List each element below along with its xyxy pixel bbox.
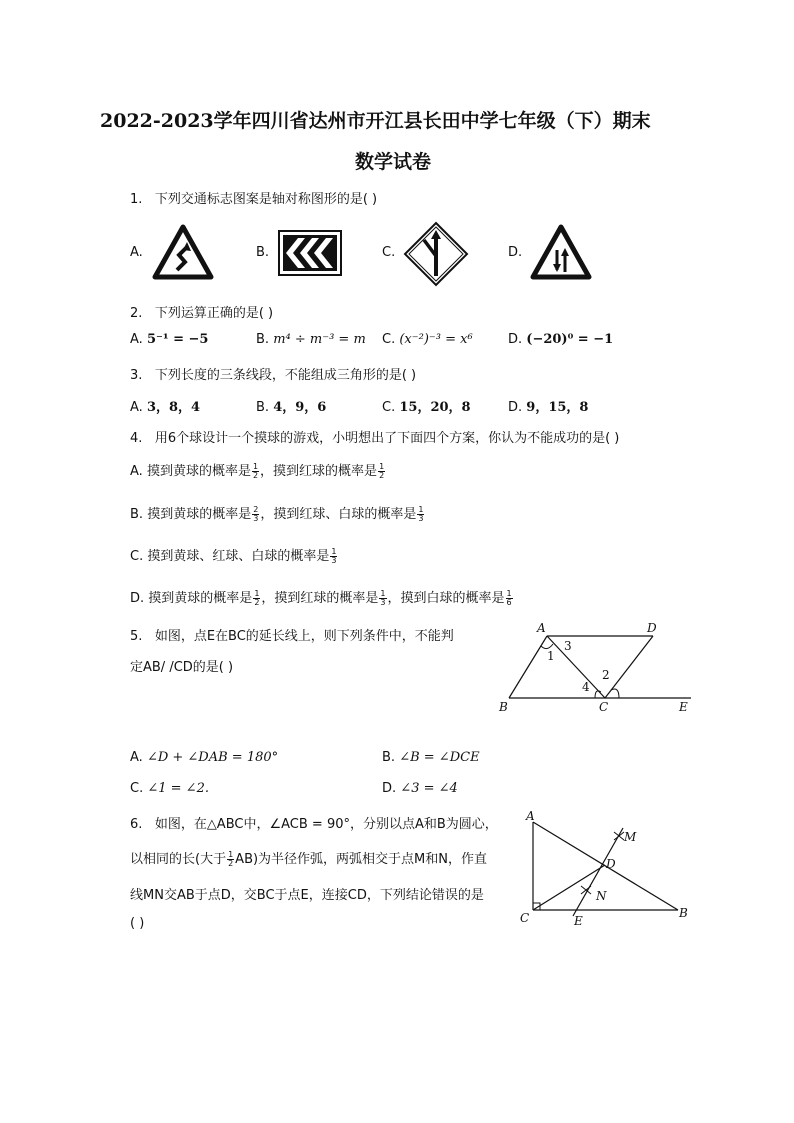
fraction-numerator: 1 (418, 505, 424, 514)
point-label-C: C (599, 700, 609, 714)
fraction-numerator: 1 (331, 547, 337, 556)
fraction-numerator: 2 (253, 505, 259, 514)
q5-option-b-expr: ∠B = ∠DCE (399, 750, 480, 765)
q3-option-d-value: 9，15，8 (526, 400, 589, 415)
fraction-denominator: 2 (228, 859, 234, 868)
line-AB (509, 636, 547, 698)
zigzag-road-sign-icon (152, 224, 214, 280)
fraction-numerator: 1 (380, 589, 386, 598)
q4-option-a (130, 460, 386, 480)
fraction-denominator: 2 (254, 598, 260, 607)
q5-option-d (382, 781, 458, 796)
q3-option-d (508, 396, 588, 415)
point-label-A: A (526, 809, 535, 823)
q5-option-a (130, 750, 278, 765)
point-label-M: M (624, 830, 637, 844)
fraction (379, 590, 386, 607)
page-title: 2022-2023学年四川省达州市开江县长田中学七年级（下）期末 (100, 110, 651, 132)
fraction-denominator: 3 (253, 514, 259, 523)
angle-label-2: 2 (602, 668, 610, 682)
q5-option-a-label: A. (130, 750, 143, 765)
q1-option-b-label: B. (256, 245, 270, 260)
q4-option-b (130, 503, 425, 523)
q4-option-c (130, 545, 338, 565)
q3-option-b (256, 396, 326, 415)
q1-number: 1. (130, 192, 143, 207)
q4-option-d-text2: ，摸到红球的概率是 (261, 591, 379, 606)
fraction (506, 590, 513, 607)
point-label-A: A (537, 621, 546, 635)
angle-label-1: 1 (547, 649, 555, 663)
merge-sign-icon (404, 222, 468, 286)
q3-option-c (382, 396, 471, 415)
fraction (253, 590, 260, 607)
q2-option-b-label: B. (256, 332, 270, 347)
q3-option-c-label: C. (382, 400, 396, 415)
fraction-denominator: 2 (252, 471, 259, 480)
angle-label-3: 3 (564, 639, 572, 653)
fraction-denominator: 3 (380, 598, 386, 607)
line-CD (533, 865, 605, 910)
q4-option-a-text1: 摸到黄球的概率是 (146, 464, 251, 479)
q2-option-c (382, 332, 473, 347)
line-AC (547, 636, 605, 698)
q1-stem (130, 188, 377, 207)
q5-option-d-label: D. (382, 781, 397, 796)
q2-stem (130, 302, 273, 321)
q4-option-a-text2: ，摸到红球的概率是 (260, 464, 378, 479)
fraction (330, 548, 337, 565)
q6-number: 6. (130, 817, 143, 832)
q6-text-line4: ( ) (130, 916, 145, 931)
q3-option-d-label: D. (508, 400, 523, 415)
fraction-numerator: 1 (254, 589, 260, 598)
q2-option-c-label: C. (382, 332, 396, 347)
q2-text: 下列运算正确的是( ) (154, 306, 274, 321)
q2-option-d (508, 332, 613, 347)
q3-option-c-value: 15，20，8 (399, 400, 471, 415)
q2-option-a (130, 332, 208, 347)
q1-option-a-label: A. (130, 245, 143, 260)
fraction (417, 506, 424, 523)
q5-number: 5. (130, 629, 143, 644)
q3-option-a-value: 3，8，4 (146, 400, 201, 415)
angle-arc-4 (595, 691, 601, 698)
q4-option-b-text2: ，摸到红球、白球的概率是 (260, 507, 417, 522)
q6-text-line3: 线MN交AB于点D，交BC于点E，连接CD，下列结论错误的是 (130, 888, 484, 903)
q4-number: 4. (130, 431, 143, 446)
q5-option-b (382, 750, 480, 765)
q2-option-b-expr: m⁴ ÷ m⁻³ = m (273, 332, 366, 347)
fraction-numerator: 1 (252, 462, 259, 471)
q3-option-b-value: 4，9，6 (273, 400, 327, 415)
angle-label-4: 4 (582, 680, 590, 694)
q6-text-line1: 如图，在△ABC中，∠ACB = 90°，分别以点A和B为圆心， (154, 817, 498, 832)
q6-text-line2 (130, 848, 487, 868)
q5-text-line1: 如图，点E在BC的延长线上，则下列条件中，不能判 (154, 629, 454, 644)
q4-option-d-text3: ，摸到白球的概率是 (387, 591, 505, 606)
point-label-E: E (679, 700, 688, 714)
fraction-denominator: 6 (506, 598, 512, 607)
q3-option-a (130, 396, 200, 415)
q4-stem (130, 427, 619, 446)
fraction-numerator: 1 (228, 850, 234, 859)
q3-option-a-label: A. (130, 400, 143, 415)
point-label-D: D (647, 621, 657, 635)
chevron-left-sign-icon (278, 230, 342, 276)
arc-mark-M (614, 832, 624, 840)
fraction (252, 463, 259, 480)
q6-line2-part2: AB)为半径作弧，两弧相交于点M和N，作直 (235, 852, 487, 867)
q5-option-c-expr: ∠1 = ∠2. (147, 781, 209, 796)
q2-option-a-expr: 5⁻¹ = −5 (146, 332, 209, 347)
line-DC (605, 636, 653, 698)
q5-parallelogram-figure (495, 620, 695, 715)
fraction-numerator: 1 (379, 462, 385, 471)
point-label-E: E (574, 914, 583, 928)
q5-option-b-label: B. (382, 750, 396, 765)
q5-option-c-label: C. (130, 781, 144, 796)
point-label-C: C (520, 911, 530, 925)
q4-option-b-label: B. (130, 507, 144, 522)
q5-stem-line1 (130, 625, 454, 644)
q5-option-a-expr: ∠D + ∠DAB = 180° (146, 750, 279, 765)
q2-number: 2. (130, 306, 143, 321)
q5-text-line2: 定AB/ /CD的是( ) (130, 660, 234, 675)
q4-option-b-text1: 摸到黄球的概率是 (147, 507, 252, 522)
fraction (378, 463, 385, 480)
point-label-N: N (596, 889, 607, 903)
q2-option-b (256, 332, 366, 347)
fraction-numerator: 1 (506, 589, 512, 598)
angle-arc-1 (541, 644, 553, 649)
q4-option-d-label: D. (130, 591, 145, 606)
q5-option-c (130, 781, 209, 796)
page-subtitle: 数学试卷 (355, 151, 432, 173)
q3-stem (130, 364, 416, 383)
fraction-denominator: 3 (418, 514, 424, 523)
point-label-B: B (679, 906, 688, 920)
two-way-traffic-sign-icon (530, 224, 592, 280)
fraction (227, 851, 234, 868)
q1-option-c-label: C. (382, 245, 396, 260)
point-label-D: D (606, 857, 616, 871)
q4-option-a-label: A. (130, 464, 143, 479)
q6-stem-line1 (130, 813, 498, 832)
q2-option-d-expr: (−20)⁰ = −1 (526, 332, 614, 347)
q6-triangle-figure (518, 810, 698, 930)
fraction-denominator: 2 (379, 471, 385, 480)
q5-option-d-expr: ∠3 = ∠4 (400, 781, 458, 796)
q6-line2-part1: 以相同的长(大于 (130, 852, 227, 867)
q4-option-d (130, 587, 514, 607)
q3-text: 下列长度的三条线段，不能组成三角形的是( ) (154, 368, 417, 383)
q1-option-d-label: D. (508, 245, 523, 260)
fraction (252, 506, 259, 523)
q3-number: 3. (130, 368, 143, 383)
angle-arc-2 (611, 689, 619, 698)
q2-option-d-label: D. (508, 332, 523, 347)
q3-option-b-label: B. (256, 400, 270, 415)
q4-text: 用6个球设计一个摸球的游戏，小明想出了下面四个方案，你认为不能成功的是( ) (154, 431, 620, 446)
q2-option-a-label: A. (130, 332, 143, 347)
point-label-B: B (499, 700, 508, 714)
q2-option-c-expr: (x⁻²)⁻³ = x⁶ (399, 332, 473, 347)
q4-option-c-label: C. (130, 549, 144, 564)
q4-option-d-text1: 摸到黄球的概率是 (148, 591, 253, 606)
q4-option-c-text1: 摸到黄球、红球、白球的概率是 (147, 549, 330, 564)
q1-text: 下列交通标志图案是轴对称图形的是( ) (154, 192, 378, 207)
fraction-denominator: 3 (331, 556, 337, 565)
